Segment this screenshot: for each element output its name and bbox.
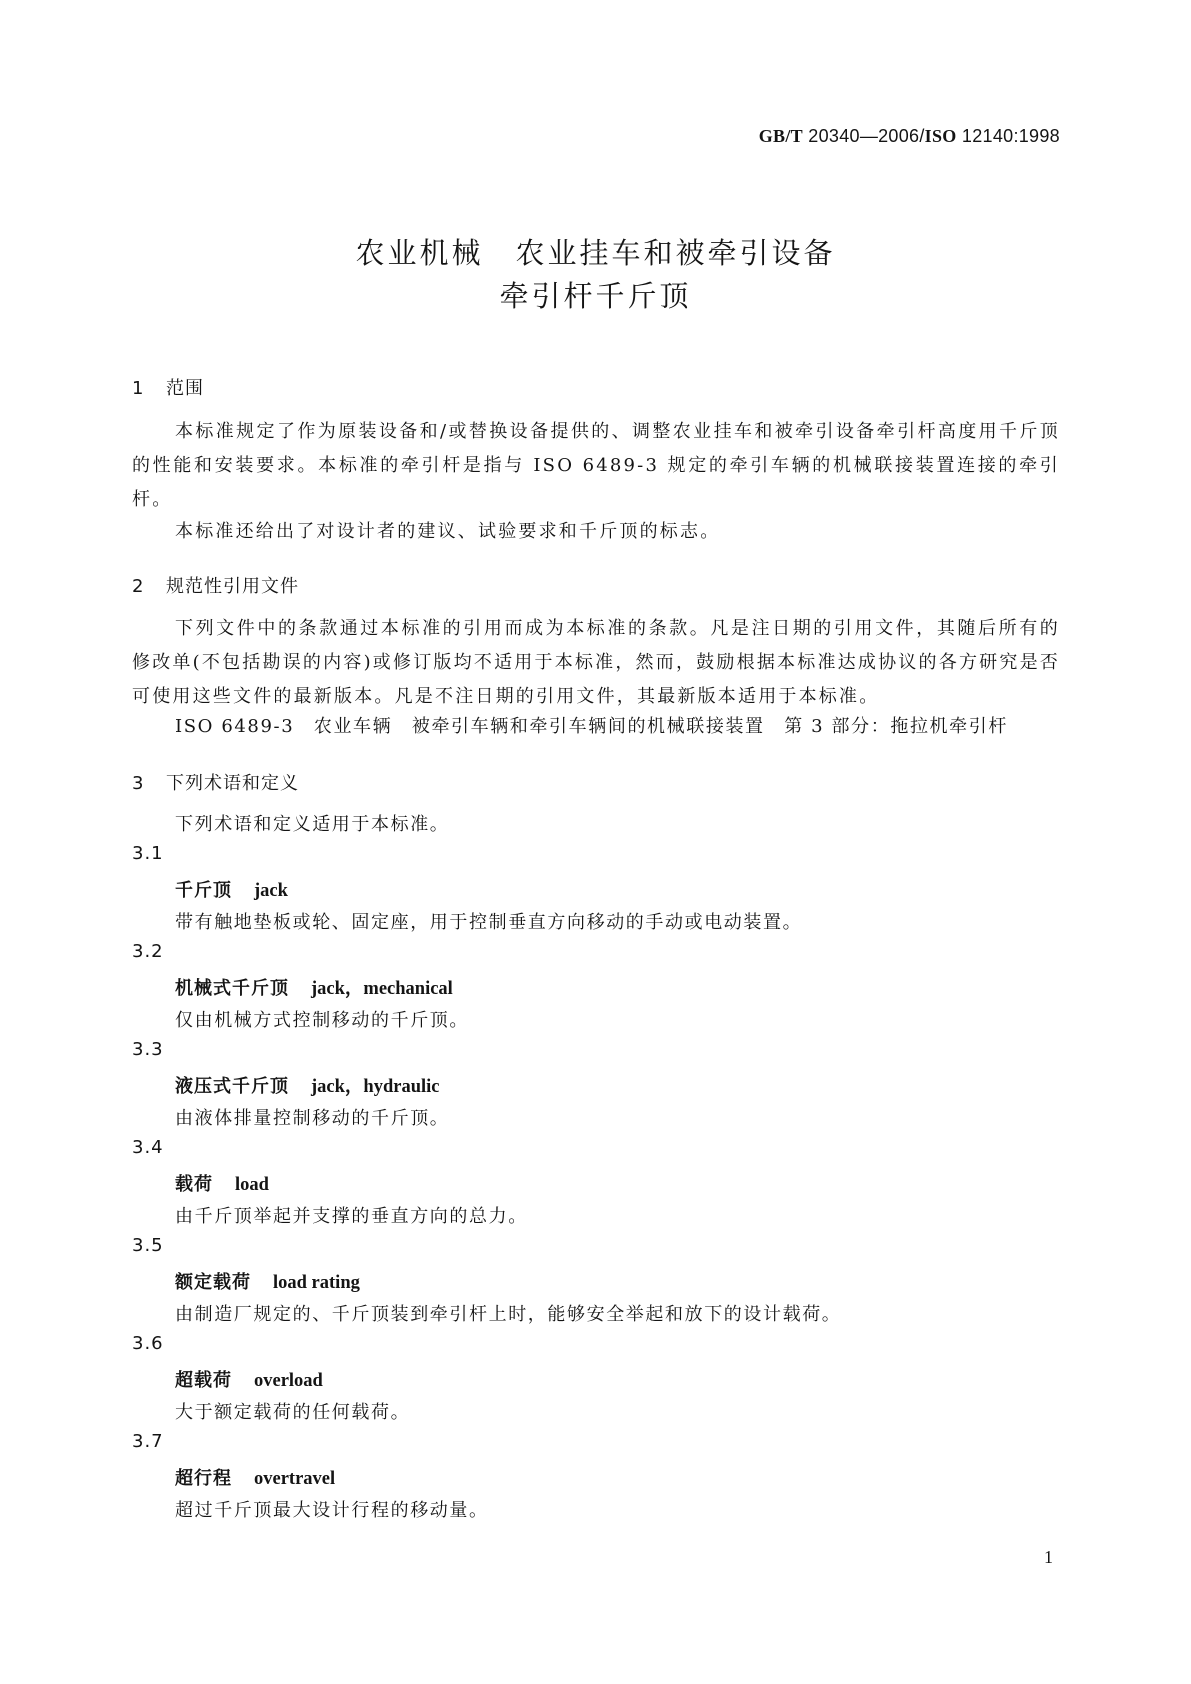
term-heading: 千斤顶 jack <box>175 880 288 901</box>
clause-number: 3.5 <box>132 1235 164 1256</box>
section-3-heading: 3 下列术语和定义 <box>132 773 299 794</box>
clause-number: 3.7 <box>132 1431 164 1452</box>
clause-number: 3.4 <box>132 1137 164 1158</box>
section-1-paragraph-2: 本标准还给出了对设计者的建议、试验要求和千斤顶的标志。 <box>175 521 721 542</box>
section-2-paragraph-1: 下列文件中的条款通过本标准的引用而成为本标准的条款。凡是注日期的引用文件，其随后所有的修改单(不包括勘误的内容)或修订版均不适用于本标准，然而，鼓励根据本标准达成协议的各方研究是否可使用这些文件的最新版本。凡是不注日期的引用文件，其最新版本适用于本标准。 <box>132 618 1060 707</box>
clause-number: 3.2 <box>132 941 164 962</box>
section-1-paragraph-1: 本标准规定了作为原装设备和/或替换设备提供的、调整农业挂车和被牵引设备牵引杆高度用千斤顶的性能和安装要求。本标准的牵引杆是指与 ISO 6489-3 规定的牵引车辆的机械联接装置连接的牵引杆。 <box>132 421 1060 510</box>
term-heading: 载荷 load <box>175 1174 269 1195</box>
term-heading: 液压式千斤顶 jack，hydraulic <box>175 1076 440 1097</box>
section-1-heading: 1 范围 <box>132 378 204 399</box>
term-definition: 由制造厂规定的、千斤顶装到牵引杆上时，能够安全举起和放下的设计载荷。 <box>175 1304 842 1325</box>
clause-number: 3.1 <box>132 843 164 864</box>
normative-reference: ISO 6489-3 农业车辆 被牵引车辆和牵引车辆间的机械联接装置 第 3 部分：拖拉机牵引杆 <box>175 716 1008 737</box>
term-definition: 由千斤顶举起并支撑的垂直方向的总力。 <box>175 1206 528 1227</box>
clause-number: 3.3 <box>132 1039 164 1060</box>
section-3-intro: 下列术语和定义适用于本标准。 <box>175 814 450 835</box>
term-definition: 大于额定载荷的任何载荷。 <box>175 1402 411 1423</box>
clause-number: 3.6 <box>132 1333 164 1354</box>
document-title-line1: 农业机械 农业挂车和被牵引设备 <box>355 236 836 270</box>
term-definition: 由液体排量控制移动的千斤顶。 <box>175 1108 450 1129</box>
section-2-heading: 2 规范性引用文件 <box>132 576 299 597</box>
term-definition: 仅由机械方式控制移动的千斤顶。 <box>175 1010 469 1031</box>
document-title-line2: 牵引杆千斤顶 <box>499 279 692 313</box>
term-heading: 超载荷 overload <box>175 1370 323 1391</box>
term-heading: 超行程 overtravel <box>175 1468 336 1489</box>
term-definition: 带有触地垫板或轮、固定座，用于控制垂直方向移动的手动或电动装置。 <box>175 912 803 933</box>
standard-number: GB/T 20340—2006/ISO 12140:1998 <box>758 126 1060 146</box>
term-heading: 额定载荷 load rating <box>175 1272 360 1293</box>
term-definition: 超过千斤顶最大设计行程的移动量。 <box>175 1500 489 1521</box>
page-number: 1 <box>1044 1547 1053 1567</box>
term-heading: 机械式千斤顶 jack，mechanical <box>175 978 453 999</box>
